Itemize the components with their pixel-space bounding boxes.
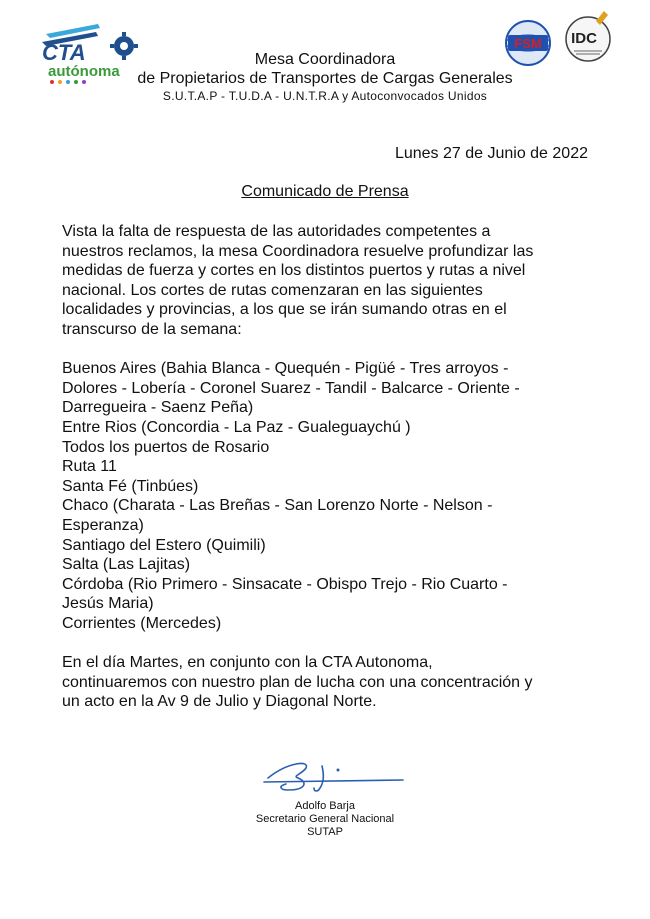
document-title: Comunicado de Prensa	[241, 183, 409, 200]
list-item: Esperanza)	[62, 516, 144, 534]
list-item: Jesús Maria)	[62, 595, 154, 613]
list-item: Ruta 11	[62, 458, 117, 476]
intro-paragraph	[62, 222, 592, 340]
signatory-role: Secretario General Nacional	[255, 813, 395, 825]
list-item: Santa Fé (Tinbúes)	[62, 477, 199, 495]
closing-line: En el día Martes, en conjunto con la CTA Autonoma,	[62, 654, 433, 672]
list-item: Dolores - Lobería - Coronel Suarez - Tandil - Balcarce - Oriente -	[62, 379, 520, 397]
fsm-logo-text: FSM	[514, 36, 542, 51]
closing-paragraph	[62, 653, 592, 712]
paragraph-gap	[62, 633, 592, 653]
blockade-locations-list	[62, 359, 592, 633]
handwritten-signature	[258, 756, 408, 796]
list-item: Darregueira - Saenz Peña)	[62, 399, 254, 417]
intro-line: localidades y provincias, a los que se irán sumando otras en el	[62, 301, 507, 319]
cta-logo-text: CTA	[42, 40, 86, 65]
list-item: Entre Rios (Concordia - La Paz - Gualeguaychú )	[62, 418, 411, 436]
idc-logo-text: IDC	[571, 30, 597, 47]
list-item: Salta (Las Lajitas)	[62, 556, 191, 574]
letterhead-line-3: S.U.T.A.P - T.U.D.A - U.N.T.R.A y Autoconvocados Unidos	[162, 89, 488, 103]
letterhead-line-2: de Propietarios de Transportes de Cargas Generales	[137, 70, 513, 87]
intro-line: medidas de fuerza y cortes en los distintos puertos y rutas a nivel	[62, 262, 526, 280]
autonoma-logo-text: autónoma	[48, 63, 120, 80]
list-item: Chaco (Charata - Las Breñas - San Lorenzo Norte - Nelson -	[62, 497, 493, 515]
idc-logo	[562, 9, 614, 65]
list-item: Santiago del Estero (Quimili)	[62, 536, 266, 554]
list-item: Buenos Aires (Bahia Blanca - Quequén - Pigüé - Tres arroyos -	[62, 360, 509, 378]
signature-block	[240, 800, 410, 839]
list-item: Todos los puertos de Rosario	[62, 438, 270, 456]
closing-line: continuaremos con nuestro plan de lucha con una concentración y	[62, 673, 533, 691]
idc-logo-graphic	[562, 9, 614, 65]
intro-line: nuestros reclamos, la mesa Coordinadora resuelve profundizar las	[62, 242, 534, 260]
intro-line: Vista la falta de respuesta de las autoridades competentes a	[62, 223, 491, 240]
document-body	[62, 222, 592, 712]
document-title-wrapper	[0, 182, 650, 201]
paragraph-gap	[62, 340, 592, 360]
letterhead-line-1: Mesa Coordinadora	[254, 51, 396, 68]
document-date: Lunes 27 de Junio de 2022	[394, 145, 588, 162]
signatory-name: Adolfo Barja	[295, 800, 355, 812]
intro-line: transcurso de la semana:	[62, 320, 242, 338]
list-item: Córdoba (Rio Primero - Sinsacate - Obispo Trejo - Rio Cuarto -	[62, 575, 508, 593]
letterhead	[120, 50, 530, 104]
list-item: Corrientes (Mercedes)	[62, 614, 222, 632]
signatory-organization: SUTAP	[307, 826, 343, 838]
signature-graphic	[258, 756, 408, 796]
intro-line: nacional. Los cortes de rutas comenzaran en las siguientes	[62, 281, 483, 299]
closing-line: un acto en la Av 9 de Julio y Diagonal Norte.	[62, 693, 377, 711]
